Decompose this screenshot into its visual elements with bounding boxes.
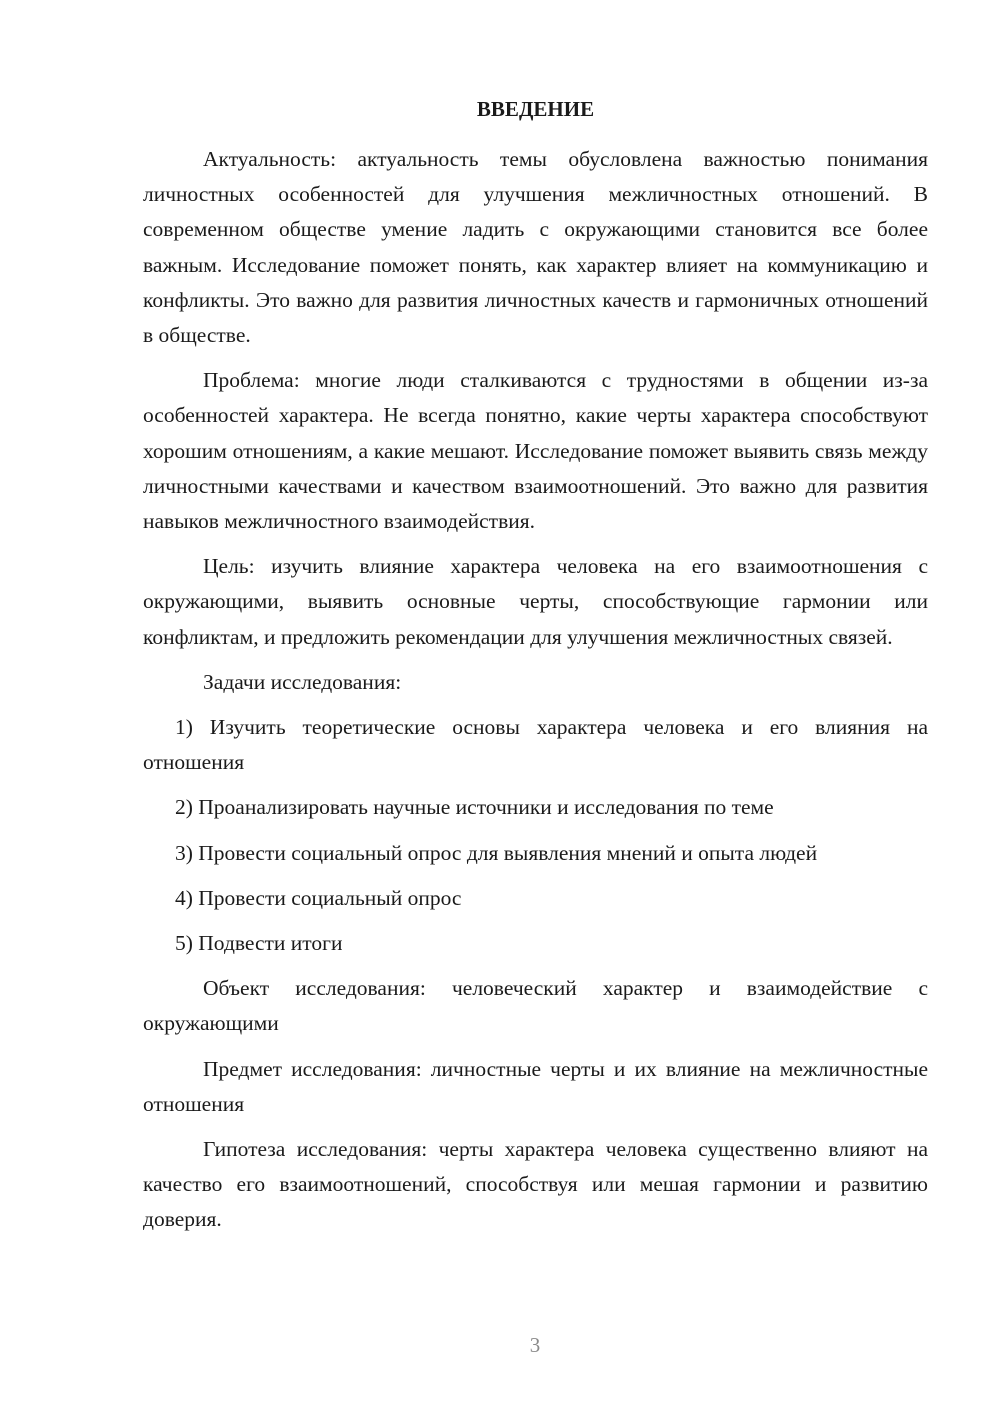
task-item-5: 5) Подвести итоги — [175, 931, 343, 956]
task-item-1: 1) Изучить теоретические основы характера человека и его влияния на отношения — [143, 715, 928, 775]
paragraph-subject: Предмет исследования: личностные черты и их влияние на межличностные отношения — [143, 1056, 928, 1116]
document-body — [143, 92, 928, 1248]
page-title: ВВЕДЕНИЕ — [476, 97, 595, 121]
tasks-list — [143, 710, 928, 961]
task-item-3: 3) Провести социальный опрос для выявления мнений и опыта людей — [175, 840, 818, 865]
paragraph-object: Объект исследования: человеческий характер и взаимодействие с окружающими — [143, 976, 928, 1036]
paragraph-relevance: Актуальность: актуальность темы обусловлена важностью понимания личностных особенностей для улучшения межличностных отношений. В современном обществе умение ладить с окружающими становится все более важным. Исследование поможет понять, как характер влияет на коммуникацию и конфликты. Это важно для развития личностных качеств и гармоничных отношений в обществе. — [143, 147, 928, 348]
task-item-2: 2) Проанализировать научные источники и исследования по теме — [175, 795, 774, 820]
tasks-heading: Задачи исследования: — [203, 669, 402, 694]
paragraph-hypothesis: Гипотеза исследования: черты характера человека существенно влияют на качество его взаимоотношений, способствуя или мешая гармонии и развитию доверия. — [143, 1137, 928, 1232]
paragraph-goal: Цель: изучить влияние характера человека на его взаимоотношения с окружающими, выявить основные черты, способствующие гармонии или конфликтам, и предложить рекомендации для улучшения межличностных связей. — [143, 554, 928, 649]
page-number: 3 — [529, 1333, 541, 1357]
paragraph-problem: Проблема: многие люди сталкиваются с трудностями в общении из-за особенностей характера. Не всегда понятно, какие черты характера способствуют хорошим отношениям, а какие мешают. Исследование поможет выявить связь между личностными качествами и качеством взаимоотношений. Это важно для развития навыков межличностного взаимодействия. — [143, 368, 928, 534]
task-item-4: 4) Провести социальный опрос — [175, 885, 462, 910]
